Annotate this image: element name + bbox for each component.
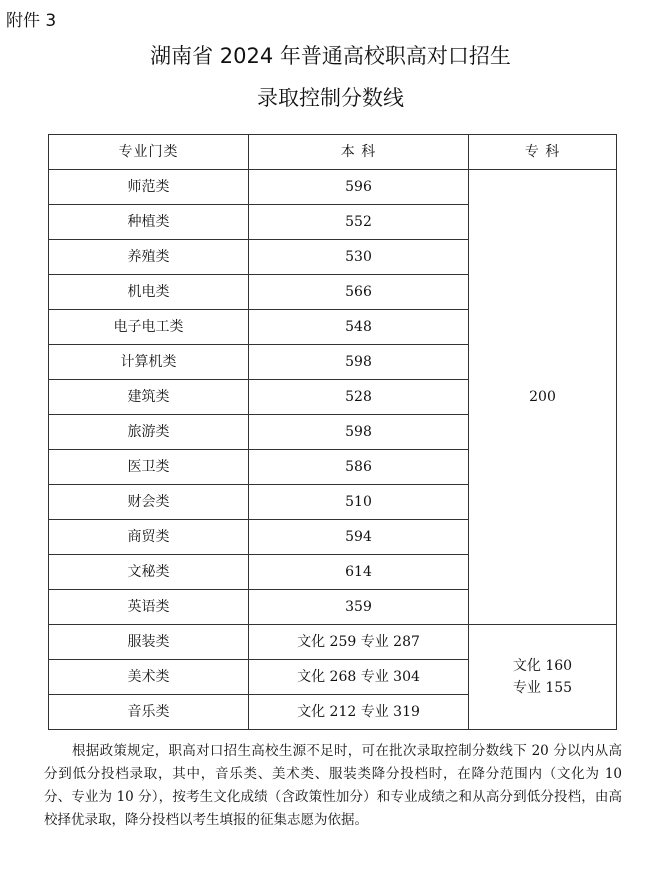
category-cell: 音乐类 [49,695,249,730]
attachment-label: 附件 3 [6,11,57,31]
undergrad-cell: 510 [249,485,469,520]
category-cell: 医卫类 [49,450,249,485]
undergrad-cell: 552 [249,205,469,240]
undergrad-cell: 548 [249,310,469,345]
undergrad-cell: 359 [249,590,469,625]
category-cell: 美术类 [49,660,249,695]
category-cell: 商贸类 [49,520,249,555]
category-cell: 旅游类 [49,415,249,450]
category-cell: 文秘类 [49,555,249,590]
junior-culture-score: 文化 160 [512,657,573,674]
category-cell: 师范类 [49,170,249,205]
junior-major-score: 专业 155 [512,680,573,696]
table-header-row [49,135,617,170]
undergrad-cell: 586 [249,450,469,485]
undergrad-cell: 598 [249,415,469,450]
header-category: 专业门类 [49,135,249,170]
category-cell: 电子电工类 [49,310,249,345]
category-cell: 建筑类 [49,380,249,415]
header-undergrad: 本 科 [249,135,469,170]
category-cell: 种植类 [49,205,249,240]
category-cell: 养殖类 [49,240,249,275]
undergrad-cell: 文化 212 专业 319 [249,695,469,730]
category-cell: 财会类 [49,485,249,520]
table-row [49,625,617,660]
undergrad-cell: 528 [249,380,469,415]
category-cell: 机电类 [49,275,249,310]
category-cell: 服装类 [49,625,249,660]
category-cell: 英语类 [49,590,249,625]
junior-cell-group1: 200 [469,170,617,625]
junior-cell-group2 [469,625,617,730]
undergrad-cell: 566 [249,275,469,310]
undergrad-cell: 614 [249,555,469,590]
score-table [48,134,617,730]
undergrad-cell: 594 [249,520,469,555]
page-title: 湖南省 2024 年普通高校职高对口招生 [150,44,511,68]
undergrad-cell: 文化 259 专业 287 [249,625,469,660]
category-cell: 计算机类 [49,345,249,380]
undergrad-cell: 文化 268 专业 304 [249,660,469,695]
table-row [49,170,617,205]
policy-note: 根据政策规定，职高对口招生高校生源不足时，可在批次录取控制分数线下 20 分以内从高分到低分投档录取，其中，音乐类、美术类、服装类降分投档时，在降分范围内（文化为 10 分、专业为 10 分），按考生文化成绩（含政策性加分）和专业成绩之和从高分到低分投档，由高校择优录取，降分投档以考生填报的征集志愿为依据。 [44,743,622,828]
page-subtitle: 录取控制分数线 [257,86,404,110]
undergrad-cell: 530 [249,240,469,275]
header-junior: 专 科 [469,135,617,170]
undergrad-cell: 596 [249,170,469,205]
undergrad-cell: 598 [249,345,469,380]
